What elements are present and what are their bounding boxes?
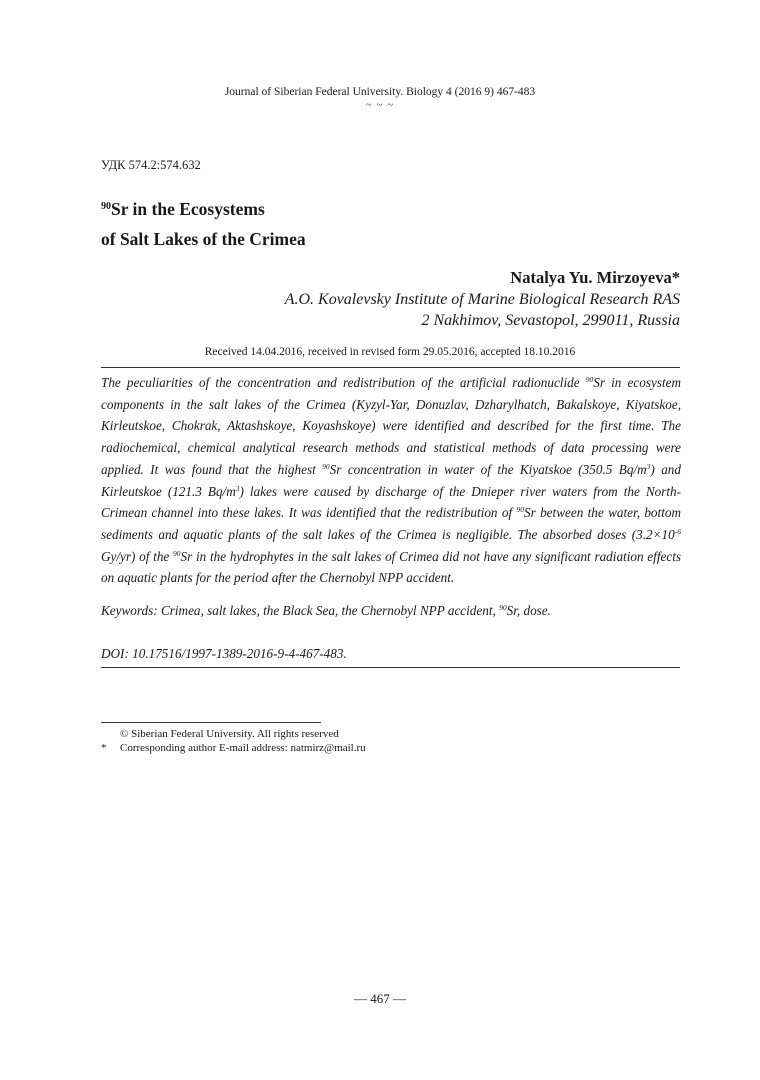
author-name: Natalya Yu. Mirzoyeva*: [510, 268, 680, 287]
page-number: — 467 —: [354, 991, 406, 1006]
journal-header: Journal of Siberian Federal University. Biology 4 (2016 9) 467-483: [224, 86, 536, 98]
footnote-star: *: [101, 742, 107, 754]
received-dates: Received 14.04.2016, received in revised form 29.05.2016, accepted 18.10.2016: [204, 346, 576, 358]
corresponding-email: Corresponding author E-mail address: natmirz@mail.ru: [120, 742, 366, 754]
footnote-rule: [101, 722, 321, 723]
header-ornament: ~ ~ ~: [365, 99, 395, 111]
udk-code: УДК 574.2:574.632: [101, 158, 201, 172]
title-line-2: of Salt Lakes of the Crimea: [101, 229, 306, 249]
affiliation-line-1: A.O. Kovalevsky Institute of Marine Biological Research RAS: [284, 291, 680, 308]
abstract: The peculiarities of the concentration and redistribution of the artificial radionuclide $^{90}$Sr in ecosystem components in the salt lakes of the Crimea (Kyzyl-Yar, Donuzlav, Dzharylhatch, Bakalskoye, Kiyatskoe, Kirleutskoe, Chokrak, Aktashskoye, Koyashskoye) were identified and described for the first time. The radiochemical, chemical analytical research methods and statistical methods of data processing were applied. It was found that the highest $^{90}$Sr concentration in water of the Kiyatskoe (350.5 $Bq/m^3$) and Kirleutskoe (121.3 $Bq/m^3$) lakes were caused by discharge of the Dnieper river waters from the North-Crimean channel into these lakes. It was identified that the redistribution of $^{90}$Sr between the water, bottom sediments and aquatic plants of the salt lakes of the Crimea is negligible. The absorbed doses ($3.2\times 10^{-6}$ Gy/yr) of the $^{90}$Sr in the hydrophytes in the salt lakes of Crimea did not have any significant radiation effects on aquatic plants for the period after the Chernobyl NPP accident.: [101, 375, 681, 586]
author-affiliation: [200, 289, 680, 331]
title-line-1: $^{90}$Sr in the Ecosystems: [101, 199, 265, 219]
article-title: [101, 194, 306, 254]
abstract-bottom-rule: [101, 667, 680, 668]
corresponding-author-footnote: [101, 742, 366, 754]
title-isotope-superscript: 90: [101, 201, 111, 212]
abstract-top-rule: [101, 367, 680, 368]
affiliation-line-2: 2 Nakhimov, Sevastopol, 299011, Russia: [421, 312, 680, 329]
copyright-footnote: © Siberian Federal University. All rights reserved: [120, 728, 339, 740]
keywords: Keywords: Crimea, salt lakes, the Black Sea, the Chernobyl NPP accident, $^{90}$Sr, dose.: [101, 603, 551, 618]
doi-link[interactable]: DOI: 10.17516/1997-1389-2016-9-4-467-483.: [101, 646, 347, 661]
